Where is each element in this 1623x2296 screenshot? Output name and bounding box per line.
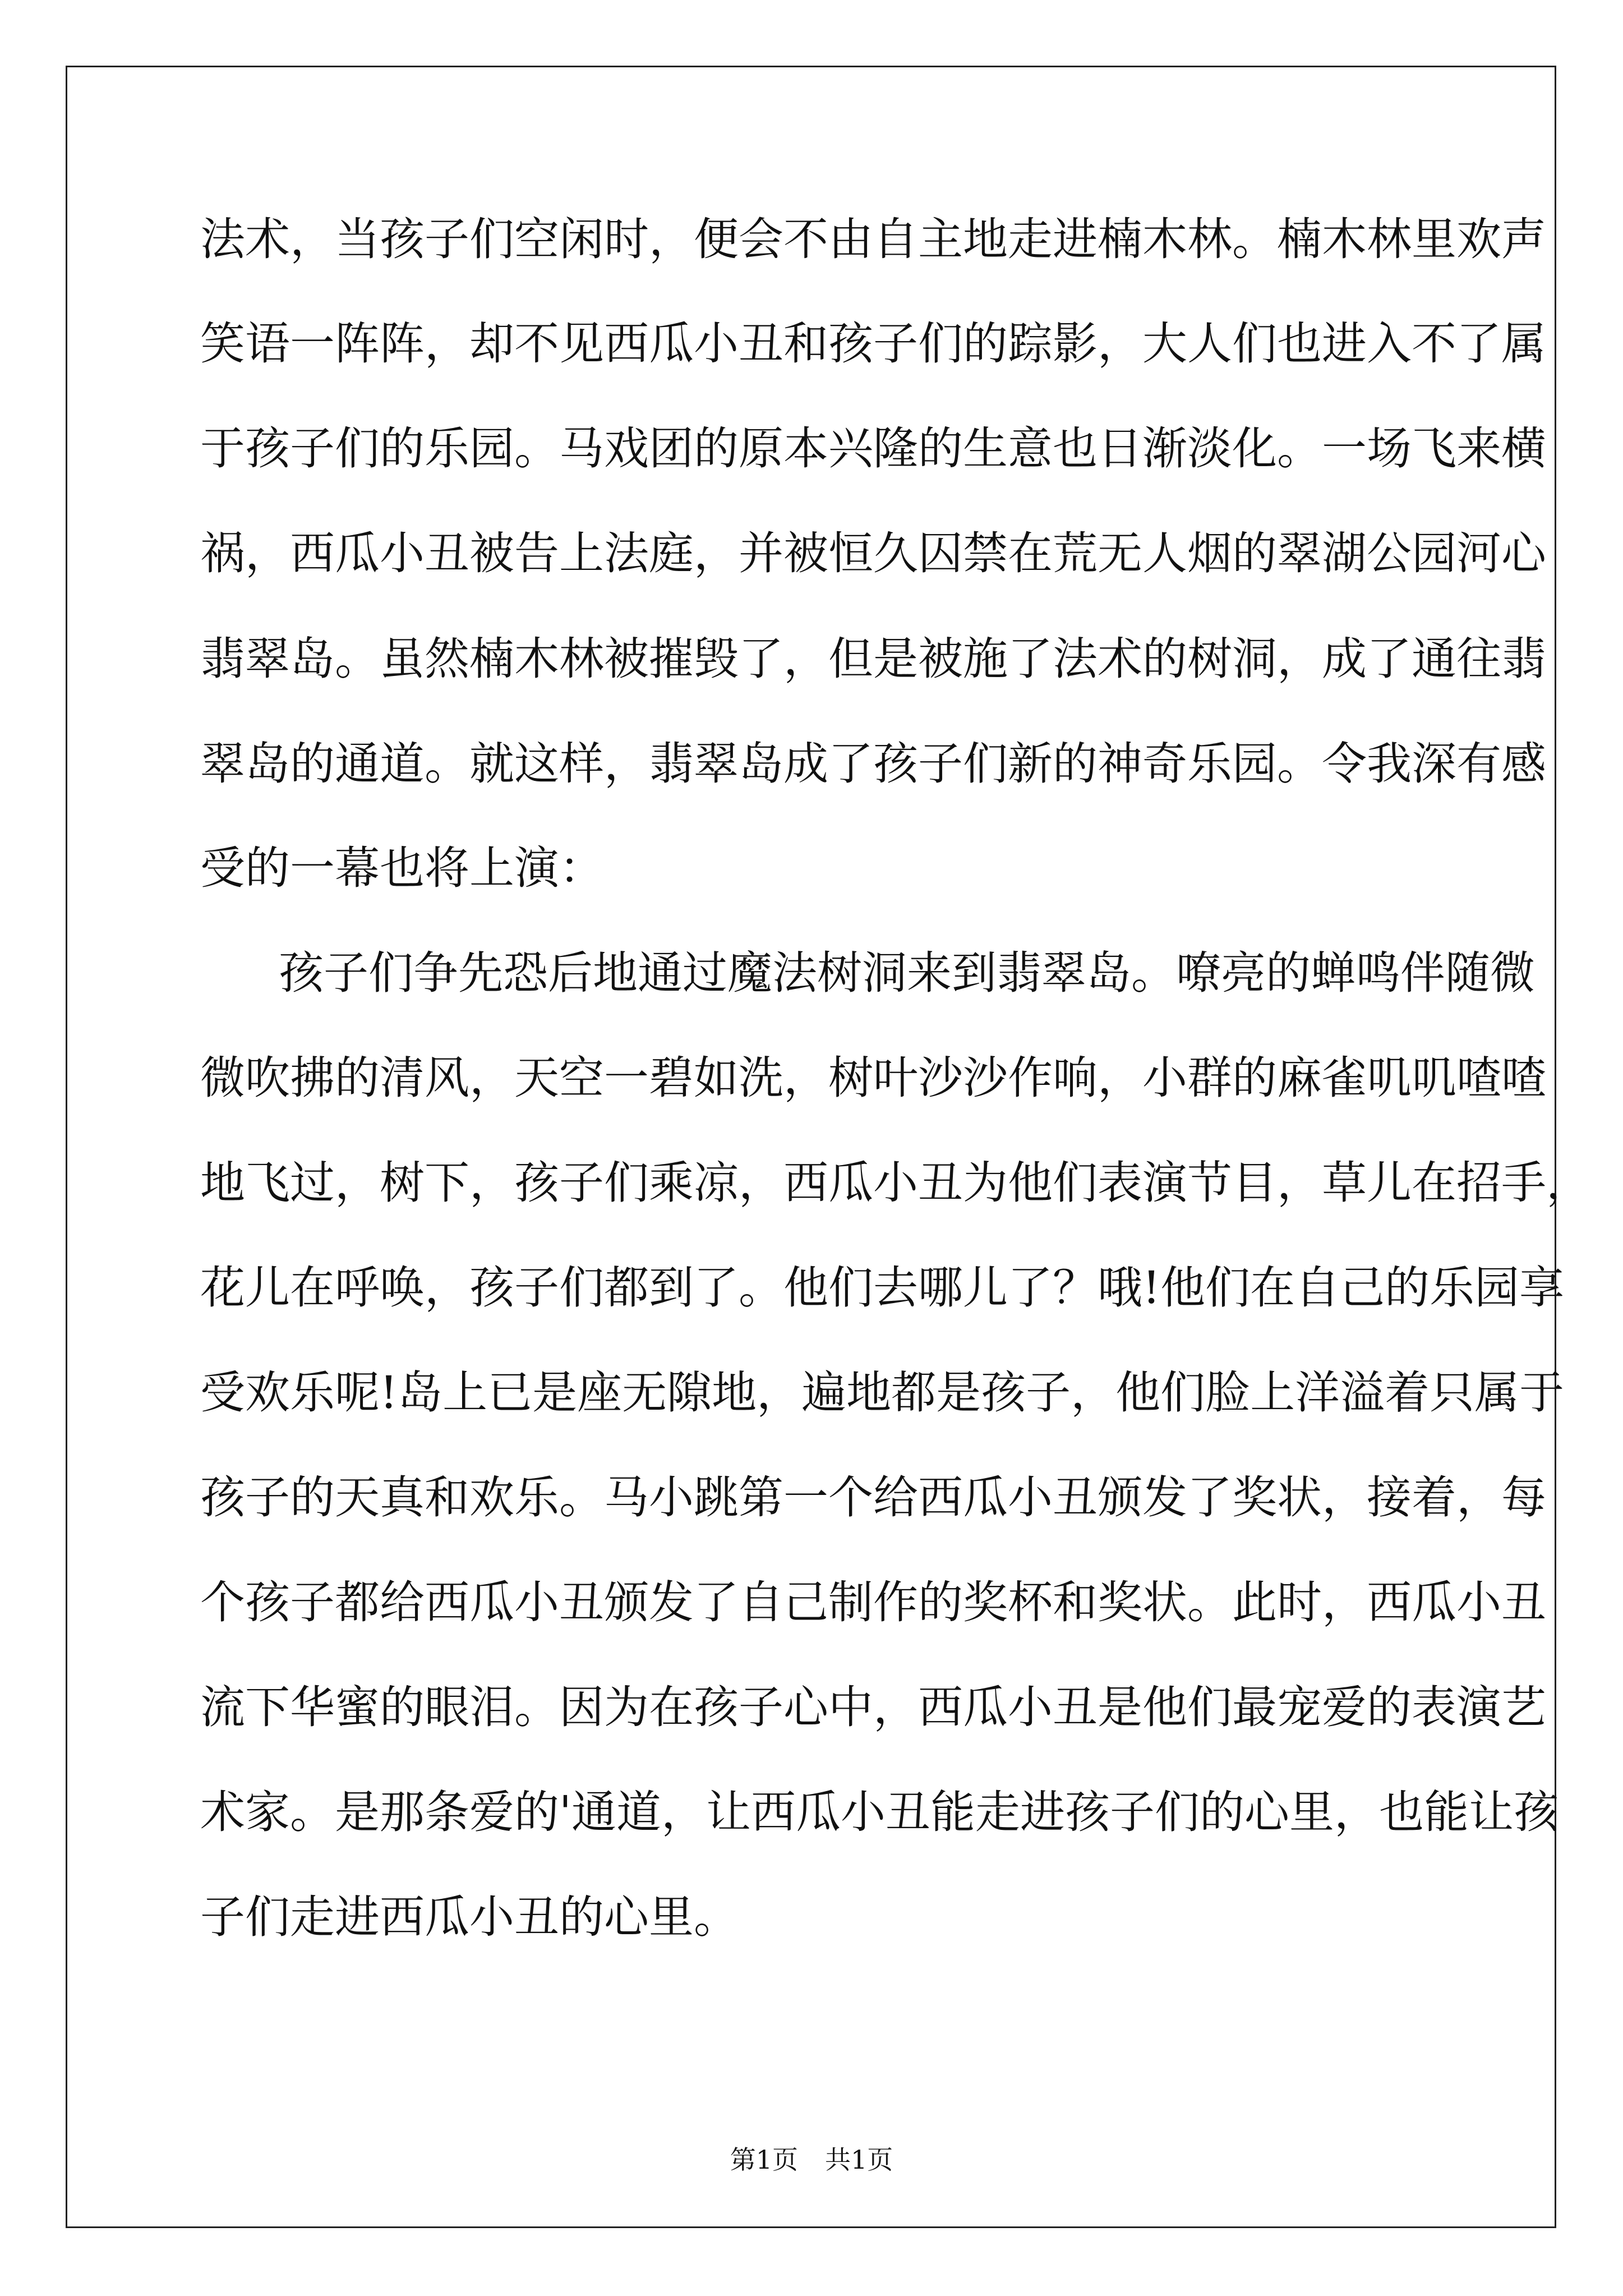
paragraph-1-line-2: 笑语一阵阵，却不见西瓜小丑和孩子们的踪影，大人们也进入不了属 (200, 318, 1546, 370)
paragraph-2-line-8: 流下华蜜的眼泪。因为在孩子心中，西瓜小丑是他们最宠爱的表演艺 (200, 1681, 1546, 1733)
paragraph-2-line-1: 孩子们争先恐后地通过魔法树洞来到翡翠岛。嘹亮的蝉鸣伴随微 (279, 947, 1535, 999)
paragraph-2-line-10: 子们走进西瓜小丑的心里。 (200, 1891, 739, 1943)
paragraph-2-line-2: 微吹拂的清风，天空一碧如洗，树叶沙沙作响，小群的麻雀叽叽喳喳 (200, 1052, 1546, 1104)
paragraph-2-line-6: 孩子的天真和欢乐。马小跳第一个给西瓜小丑颁发了奖状，接着，每 (200, 1471, 1546, 1524)
paragraph-1-line-1: 法术，当孩子们空闲时，便会不由自主地走进楠木林。楠木林里欢声 (200, 213, 1546, 265)
paragraph-1-line-7: 受的一幕也将上演： (200, 842, 604, 894)
page-total: 共1页 (825, 2145, 893, 2175)
page-footer (0, 2143, 1623, 2177)
paragraph-2-line-5: 受欢乐呢!岛上已是座无隙地，遍地都是孩子，他们脸上洋溢着只属于 (200, 1366, 1565, 1419)
paragraph-1-line-6: 翠岛的通道。就这样，翡翠岛成了孩子们新的神奇乐园。令我深有感 (200, 738, 1546, 790)
paragraph-1-line-5: 翡翠岛。虽然楠木林被摧毁了，但是被施了法术的树洞，成了通往翡 (200, 633, 1546, 685)
paragraph-2-line-9: 术家。是那条爱的'通道，让西瓜小丑能走进孩子们的心里，也能让孩 (200, 1786, 1559, 1838)
paragraph-1-line-4: 祸，西瓜小丑被告上法庭，并被恒久囚禁在荒无人烟的翠湖公园河心 (200, 527, 1546, 579)
page-number: 第1页 (730, 2145, 798, 2175)
paragraph-2-line-4: 花儿在呼唤，孩子们都到了。他们去哪儿了？哦!他们在自己的乐园享 (200, 1262, 1565, 1314)
paragraph-2-line-3: 地飞过，树下，孩子们乘凉，西瓜小丑为他们表演节目，草儿在招手， (200, 1157, 1591, 1209)
paragraph-2-line-7: 个孩子都给西瓜小丑颁发了自己制作的奖杯和奖状。此时，西瓜小丑 (200, 1576, 1546, 1628)
paragraph-1-line-3: 于孩子们的乐园。马戏团的原本兴隆的生意也日渐淡化。一场飞来横 (200, 422, 1546, 475)
